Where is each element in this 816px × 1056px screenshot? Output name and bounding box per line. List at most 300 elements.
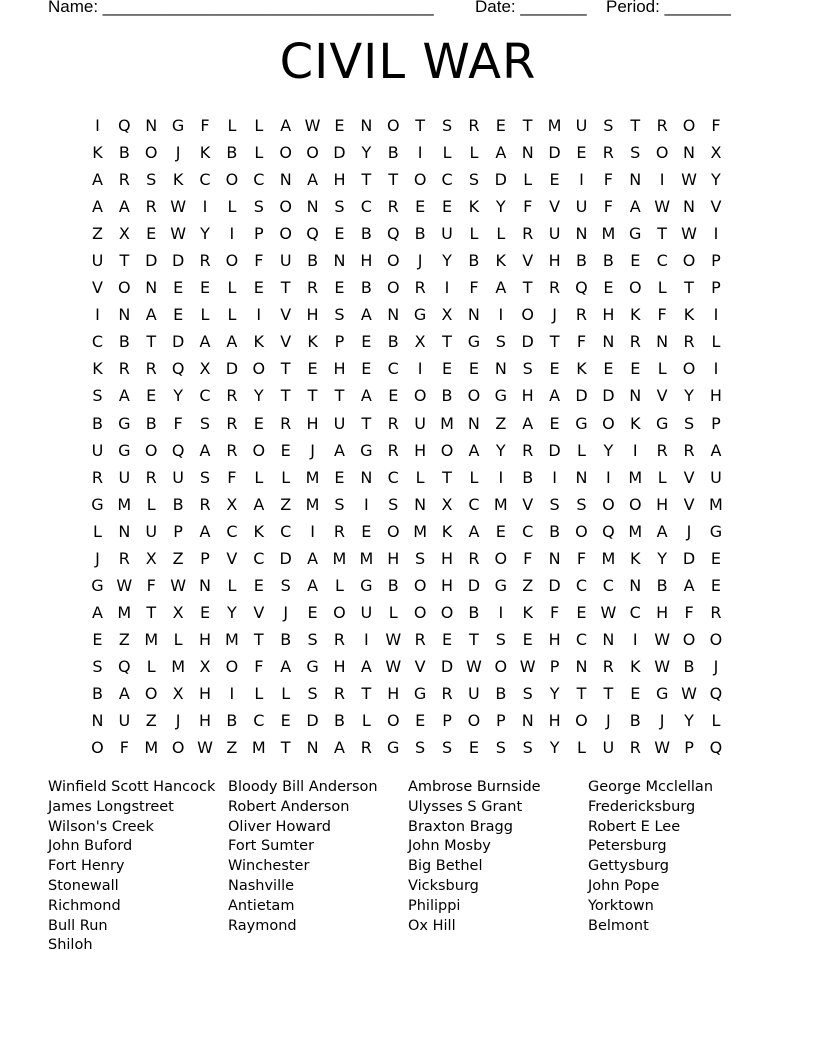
grid-letter[interactable]: C — [468, 494, 480, 514]
grid-letter[interactable]: A — [360, 305, 372, 325]
grid-letter[interactable]: A — [307, 548, 319, 568]
grid-letter[interactable]: U — [91, 440, 104, 460]
grid-letter[interactable]: O — [225, 656, 239, 676]
grid-letter[interactable]: X — [710, 143, 722, 163]
grid-letter[interactable]: J — [606, 711, 611, 731]
grid-letter[interactable]: N — [145, 278, 158, 298]
grid-letter[interactable]: C — [91, 332, 104, 352]
grid-letter[interactable]: B — [575, 251, 587, 271]
grid-letter[interactable]: V — [280, 332, 292, 352]
grid-letter[interactable]: K — [92, 143, 103, 163]
grid-letter[interactable]: B — [118, 332, 130, 352]
grid-letter[interactable]: M — [359, 548, 374, 568]
grid-letter[interactable]: B — [118, 143, 130, 163]
grid-letter[interactable]: Y — [173, 386, 183, 406]
grid-letter[interactable]: U — [118, 711, 131, 731]
grid-letter[interactable]: T — [549, 332, 560, 352]
grid-letter[interactable]: O — [655, 143, 669, 163]
grid-letter[interactable]: T — [684, 278, 694, 298]
grid-letter[interactable]: R — [226, 386, 238, 406]
grid-letter[interactable]: Y — [227, 602, 237, 622]
grid-letter[interactable]: M — [440, 413, 454, 433]
grid-letter[interactable]: A — [118, 386, 130, 406]
grid-letter[interactable]: O — [386, 711, 400, 731]
grid-letter[interactable]: U — [333, 413, 346, 433]
grid-letter[interactable]: L — [442, 143, 452, 163]
grid-letter[interactable]: A — [333, 440, 345, 460]
grid-letter[interactable]: H — [387, 548, 400, 568]
grid-letter[interactable]: R — [145, 197, 157, 217]
grid-letter[interactable]: A — [199, 521, 211, 541]
grid-letter[interactable]: T — [469, 629, 479, 649]
word-search-grid[interactable] — [84, 112, 729, 761]
grid-letter[interactable]: Y — [361, 143, 372, 163]
grid-letter[interactable]: O — [144, 143, 158, 163]
grid-letter[interactable]: E — [334, 224, 345, 244]
grid-letter[interactable]: V — [91, 278, 103, 298]
grid-letter[interactable]: W — [197, 738, 213, 758]
grid-letter[interactable]: W — [304, 116, 321, 136]
grid-letter[interactable]: X — [414, 332, 426, 352]
grid-letter[interactable]: Z — [280, 494, 292, 514]
grid-letter[interactable]: C — [602, 575, 614, 595]
grid-letter[interactable]: V — [683, 467, 695, 487]
grid-letter[interactable]: S — [280, 575, 291, 595]
grid-letter[interactable]: R — [118, 548, 130, 568]
grid-letter[interactable]: N — [575, 467, 588, 487]
grid-letter[interactable]: T — [657, 224, 668, 244]
grid-letter[interactable]: I — [444, 278, 450, 298]
grid-letter[interactable]: L — [415, 467, 425, 487]
grid-letter[interactable]: I — [363, 494, 369, 514]
grid-letter[interactable]: N — [602, 332, 615, 352]
grid-letter[interactable]: E — [630, 359, 641, 379]
grid-letter[interactable]: N — [548, 548, 561, 568]
grid-letter[interactable]: M — [601, 224, 616, 244]
grid-letter[interactable]: T — [146, 332, 157, 352]
grid-letter[interactable]: R — [199, 251, 211, 271]
grid-letter[interactable]: D — [306, 711, 319, 731]
grid-letter[interactable]: R — [441, 684, 453, 703]
grid-letter[interactable]: N — [629, 575, 642, 595]
grid-letter[interactable]: K — [576, 359, 587, 379]
grid-letter[interactable]: I — [606, 467, 611, 487]
grid-letter[interactable]: O — [628, 494, 642, 514]
grid-letter[interactable]: T — [442, 332, 452, 352]
grid-letter[interactable]: V — [522, 251, 534, 271]
grid-letter[interactable]: E — [280, 711, 291, 731]
grid-letter[interactable]: T — [522, 116, 533, 136]
grid-letter[interactable]: C — [253, 548, 265, 568]
grid-letter[interactable]: W — [116, 575, 133, 595]
grid-letter[interactable]: E — [307, 602, 318, 622]
grid-letter[interactable]: W — [519, 656, 536, 676]
grid-letter[interactable]: K — [92, 359, 103, 379]
grid-letter[interactable]: E — [361, 359, 372, 379]
grid-letter[interactable]: N — [306, 738, 319, 758]
grid-letter[interactable]: R — [145, 467, 157, 487]
grid-letter[interactable]: A — [683, 575, 695, 595]
grid-letter[interactable]: L — [254, 467, 264, 487]
grid-letter[interactable]: R — [468, 548, 480, 568]
grid-letter[interactable]: A — [199, 440, 211, 460]
grid-letter[interactable]: I — [713, 305, 719, 325]
grid-letter[interactable]: T — [280, 278, 291, 298]
grid-letter[interactable]: T — [630, 116, 641, 136]
grid-letter[interactable]: C — [522, 521, 534, 541]
grid-letter[interactable]: R — [199, 494, 211, 514]
grid-letter[interactable]: S — [253, 197, 264, 217]
grid-letter[interactable]: A — [710, 440, 722, 460]
grid-letter[interactable]: W — [600, 602, 617, 622]
grid-letter[interactable]: G — [306, 656, 319, 676]
grid-letter[interactable]: B — [549, 521, 561, 541]
grid-letter[interactable]: R — [656, 116, 668, 136]
grid-letter[interactable]: A — [522, 413, 534, 433]
grid-letter[interactable]: T — [307, 386, 318, 406]
grid-letter[interactable]: B — [360, 278, 372, 298]
grid-letter[interactable]: E — [388, 386, 399, 406]
grid-letter[interactable]: I — [713, 224, 719, 244]
grid-letter[interactable]: L — [254, 684, 264, 703]
grid-letter[interactable]: L — [361, 711, 371, 731]
grid-letter[interactable]: Y — [495, 197, 506, 217]
grid-letter[interactable]: E — [92, 629, 103, 649]
grid-letter[interactable]: G — [91, 575, 104, 595]
grid-letter[interactable]: H — [548, 711, 561, 731]
grid-letter[interactable]: B — [629, 711, 641, 731]
grid-letter[interactable]: A — [145, 305, 157, 325]
grid-letter[interactable]: E — [522, 629, 533, 649]
date-field[interactable]: Date: _______ — [475, 0, 587, 16]
grid-letter[interactable]: R — [226, 440, 238, 460]
grid-letter[interactable]: O — [682, 251, 696, 271]
grid-letter[interactable]: N — [467, 413, 480, 433]
grid-letter[interactable]: R — [280, 413, 292, 433]
grid-letter[interactable]: F — [146, 575, 156, 595]
grid-letter[interactable]: S — [334, 494, 345, 514]
grid-letter[interactable]: G — [655, 684, 669, 703]
grid-letter[interactable]: R — [414, 629, 426, 649]
grid-letter[interactable]: O — [413, 170, 427, 190]
grid-letter[interactable]: L — [657, 359, 667, 379]
grid-letter[interactable]: L — [254, 143, 264, 163]
grid-letter[interactable]: E — [173, 305, 184, 325]
grid-letter[interactable]: Q — [118, 656, 131, 676]
grid-letter[interactable]: S — [549, 494, 560, 514]
grid-letter[interactable]: N — [360, 116, 373, 136]
grid-letter[interactable]: V — [226, 548, 238, 568]
grid-letter[interactable]: U — [602, 738, 615, 758]
grid-letter[interactable]: H — [333, 170, 346, 190]
grid-letter[interactable]: S — [495, 629, 506, 649]
grid-letter[interactable]: O — [682, 629, 696, 649]
grid-letter[interactable]: Y — [657, 548, 668, 568]
grid-letter[interactable]: B — [387, 143, 399, 163]
grid-letter[interactable]: L — [227, 575, 237, 595]
grid-letter[interactable]: O — [413, 575, 427, 595]
grid-letter[interactable]: S — [415, 738, 426, 758]
grid-letter[interactable]: Y — [603, 440, 614, 460]
grid-letter[interactable]: L — [281, 684, 291, 703]
grid-letter[interactable]: M — [332, 548, 347, 568]
grid-letter[interactable]: B — [226, 711, 238, 731]
grid-letter[interactable]: N — [656, 332, 669, 352]
grid-letter[interactable]: T — [361, 684, 372, 703]
grid-letter[interactable]: M — [251, 738, 266, 758]
grid-letter[interactable]: V — [253, 602, 265, 622]
grid-letter[interactable]: E — [307, 359, 318, 379]
grid-letter[interactable]: A — [118, 197, 130, 217]
grid-letter[interactable]: W — [170, 197, 187, 217]
grid-letter[interactable]: E — [146, 224, 157, 244]
grid-letter[interactable]: L — [227, 305, 237, 325]
grid-letter[interactable]: T — [280, 738, 291, 758]
grid-letter[interactable]: C — [629, 602, 641, 622]
grid-letter[interactable]: M — [144, 629, 159, 649]
grid-letter[interactable]: K — [468, 197, 480, 217]
grid-letter[interactable]: L — [146, 494, 156, 514]
grid-letter[interactable]: T — [442, 467, 452, 487]
grid-letter[interactable]: R — [602, 656, 614, 676]
grid-letter[interactable]: X — [145, 548, 157, 568]
grid-letter[interactable]: T — [280, 386, 291, 406]
grid-letter[interactable]: B — [91, 684, 103, 703]
grid-letter[interactable]: O — [225, 251, 239, 271]
grid-letter[interactable]: P — [442, 711, 452, 731]
grid-letter[interactable]: O — [171, 738, 185, 758]
grid-letter[interactable]: G — [360, 440, 373, 460]
grid-letter[interactable]: K — [630, 305, 641, 325]
grid-letter[interactable]: I — [229, 224, 235, 244]
grid-letter[interactable]: T — [146, 602, 157, 622]
grid-letter[interactable]: X — [441, 305, 453, 325]
grid-letter[interactable]: L — [469, 467, 479, 487]
grid-letter[interactable]: B — [387, 332, 399, 352]
grid-letter[interactable]: E — [468, 738, 479, 758]
grid-letter[interactable]: E — [576, 143, 587, 163]
grid-letter[interactable]: W — [681, 170, 697, 190]
grid-letter[interactable]: I — [498, 602, 504, 622]
grid-letter[interactable]: E — [334, 278, 345, 298]
grid-letter[interactable]: L — [92, 521, 102, 541]
grid-letter[interactable]: D — [548, 143, 561, 163]
grid-letter[interactable]: H — [333, 359, 346, 379]
grid-letter[interactable]: K — [253, 521, 265, 541]
grid-letter[interactable]: W — [170, 575, 187, 595]
grid-letter[interactable]: S — [92, 386, 103, 406]
grid-letter[interactable]: E — [630, 251, 641, 271]
grid-letter[interactable]: B — [387, 575, 399, 595]
grid-letter[interactable]: H — [306, 305, 319, 325]
grid-letter[interactable]: C — [360, 197, 372, 217]
grid-letter[interactable]: L — [335, 575, 344, 595]
grid-letter[interactable]: Y — [200, 224, 210, 244]
grid-letter[interactable]: N — [521, 711, 534, 731]
grid-letter[interactable]: O — [602, 494, 615, 514]
grid-letter[interactable]: O — [494, 656, 508, 676]
grid-letter[interactable]: O — [467, 386, 481, 406]
grid-letter[interactable]: S — [522, 359, 533, 379]
grid-letter[interactable]: T — [253, 629, 264, 649]
grid-letter[interactable]: X — [226, 494, 238, 514]
grid-letter[interactable]: G — [118, 440, 131, 460]
grid-letter[interactable]: T — [576, 684, 587, 703]
grid-letter[interactable]: I — [363, 629, 369, 649]
grid-letter[interactable]: E — [495, 521, 506, 541]
grid-letter[interactable]: E — [549, 413, 560, 433]
grid-letter[interactable]: H — [333, 656, 346, 676]
grid-letter[interactable]: L — [388, 602, 398, 622]
grid-letter[interactable]: C — [575, 575, 588, 595]
grid-letter[interactable]: J — [175, 711, 181, 731]
grid-letter[interactable]: S — [334, 197, 345, 217]
grid-letter[interactable]: A — [199, 332, 211, 352]
grid-letter[interactable]: I — [552, 467, 557, 487]
grid-letter[interactable]: O — [628, 278, 642, 298]
grid-letter[interactable]: D — [494, 170, 507, 190]
grid-letter[interactable]: K — [199, 143, 211, 163]
grid-letter[interactable]: U — [279, 251, 292, 271]
grid-letter[interactable]: F — [227, 467, 237, 487]
grid-letter[interactable]: W — [681, 224, 697, 244]
grid-letter[interactable]: F — [523, 197, 533, 217]
grid-letter[interactable]: W — [654, 738, 671, 758]
grid-letter[interactable]: B — [280, 629, 292, 649]
grid-letter[interactable]: K — [495, 251, 507, 271]
grid-letter[interactable]: C — [253, 170, 265, 190]
grid-letter[interactable]: R — [387, 197, 399, 217]
grid-letter[interactable]: L — [711, 711, 721, 731]
grid-letter[interactable]: G — [709, 521, 723, 541]
grid-letter[interactable]: C — [441, 170, 453, 190]
grid-letter[interactable]: I — [579, 170, 584, 190]
grid-letter[interactable]: R — [656, 440, 668, 460]
grid-letter[interactable]: L — [469, 143, 479, 163]
grid-letter[interactable]: N — [360, 467, 373, 487]
grid-letter[interactable]: G — [494, 575, 507, 595]
grid-letter[interactable]: A — [360, 386, 372, 406]
grid-letter[interactable]: M — [117, 494, 132, 514]
grid-letter[interactable]: J — [95, 548, 100, 568]
grid-letter[interactable]: M — [224, 629, 239, 649]
grid-letter[interactable]: U — [575, 197, 588, 217]
grid-letter[interactable]: P — [334, 332, 345, 352]
grid-letter[interactable]: U — [710, 467, 722, 487]
grid-letter[interactable]: B — [495, 684, 507, 703]
grid-letter[interactable]: O — [144, 440, 158, 460]
grid-letter[interactable]: E — [199, 278, 211, 298]
grid-letter[interactable]: U — [118, 467, 131, 487]
grid-letter[interactable]: A — [468, 440, 480, 460]
grid-letter[interactable]: Q — [386, 224, 400, 244]
grid-letter[interactable]: B — [414, 224, 426, 244]
grid-letter[interactable]: I — [498, 467, 504, 487]
grid-letter[interactable]: H — [360, 251, 373, 271]
grid-letter[interactable]: S — [522, 738, 533, 758]
grid-letter[interactable]: O — [575, 521, 588, 541]
grid-letter[interactable]: N — [199, 575, 211, 595]
grid-letter[interactable]: O — [602, 413, 615, 433]
grid-letter[interactable]: J — [175, 143, 181, 163]
grid-letter[interactable]: N — [629, 170, 642, 190]
grid-letter[interactable]: R — [522, 440, 534, 460]
grid-letter[interactable]: E — [710, 548, 721, 568]
period-field[interactable]: Period: _______ — [606, 0, 731, 16]
grid-letter[interactable]: X — [199, 656, 211, 676]
grid-letter[interactable]: Q — [306, 224, 319, 244]
grid-letter[interactable]: E — [468, 359, 479, 379]
grid-letter[interactable]: R — [414, 278, 426, 298]
grid-letter[interactable]: B — [522, 467, 534, 487]
grid-letter[interactable]: H — [548, 629, 561, 649]
grid-letter[interactable]: D — [440, 656, 454, 676]
grid-letter[interactable]: D — [521, 332, 534, 352]
grid-letter[interactable]: I — [417, 143, 423, 163]
grid-letter[interactable]: R — [91, 467, 103, 487]
grid-letter[interactable]: J — [417, 251, 423, 271]
grid-letter[interactable]: Y — [711, 170, 721, 190]
grid-letter[interactable]: C — [387, 359, 399, 379]
grid-letter[interactable]: S — [441, 738, 453, 758]
grid-letter[interactable]: S — [199, 467, 211, 487]
grid-letter[interactable]: A — [360, 656, 372, 676]
grid-letter[interactable]: M — [144, 738, 159, 758]
grid-letter[interactable]: Q — [602, 521, 615, 541]
grid-letter[interactable]: L — [657, 278, 667, 298]
grid-letter[interactable]: D — [548, 575, 561, 595]
grid-letter[interactable]: E — [361, 332, 372, 352]
grid-letter[interactable]: S — [334, 305, 345, 325]
grid-letter[interactable]: E — [280, 440, 291, 460]
grid-letter[interactable]: R — [602, 143, 614, 163]
grid-letter[interactable]: S — [307, 629, 318, 649]
grid-letter[interactable]: H — [306, 413, 319, 433]
grid-letter[interactable]: G — [575, 413, 588, 433]
grid-letter[interactable]: O — [225, 170, 239, 190]
grid-letter[interactable]: G — [118, 413, 131, 433]
grid-letter[interactable]: B — [468, 602, 480, 622]
grid-letter[interactable]: N — [145, 116, 158, 136]
grid-letter[interactable]: Y — [684, 386, 694, 406]
grid-letter[interactable]: R — [226, 413, 238, 433]
grid-letter[interactable]: A — [118, 684, 130, 703]
grid-letter[interactable]: V — [656, 386, 668, 406]
grid-letter[interactable]: E — [630, 684, 641, 703]
grid-letter[interactable]: C — [199, 170, 211, 190]
grid-letter[interactable]: F — [603, 197, 613, 217]
grid-letter[interactable]: M — [601, 548, 616, 568]
grid-letter[interactable]: U — [441, 224, 453, 244]
grid-letter[interactable]: S — [146, 170, 157, 190]
grid-letter[interactable]: F — [576, 548, 587, 568]
grid-letter[interactable]: W — [681, 684, 697, 703]
grid-letter[interactable]: N — [306, 197, 319, 217]
grid-letter[interactable]: O — [386, 116, 400, 136]
grid-letter[interactable]: I — [632, 629, 638, 649]
grid-letter[interactable]: I — [632, 440, 638, 460]
grid-letter[interactable]: K — [683, 305, 695, 325]
grid-letter[interactable]: E — [253, 278, 264, 298]
grid-letter[interactable]: G — [467, 332, 481, 352]
grid-letter[interactable]: B — [307, 251, 319, 271]
grid-letter[interactable]: B — [656, 575, 668, 595]
grid-letter[interactable]: D — [602, 386, 615, 406]
grid-letter[interactable]: O — [252, 440, 266, 460]
grid-letter[interactable]: K — [253, 332, 265, 352]
grid-letter[interactable]: H — [387, 684, 400, 703]
grid-letter[interactable]: O — [440, 440, 454, 460]
